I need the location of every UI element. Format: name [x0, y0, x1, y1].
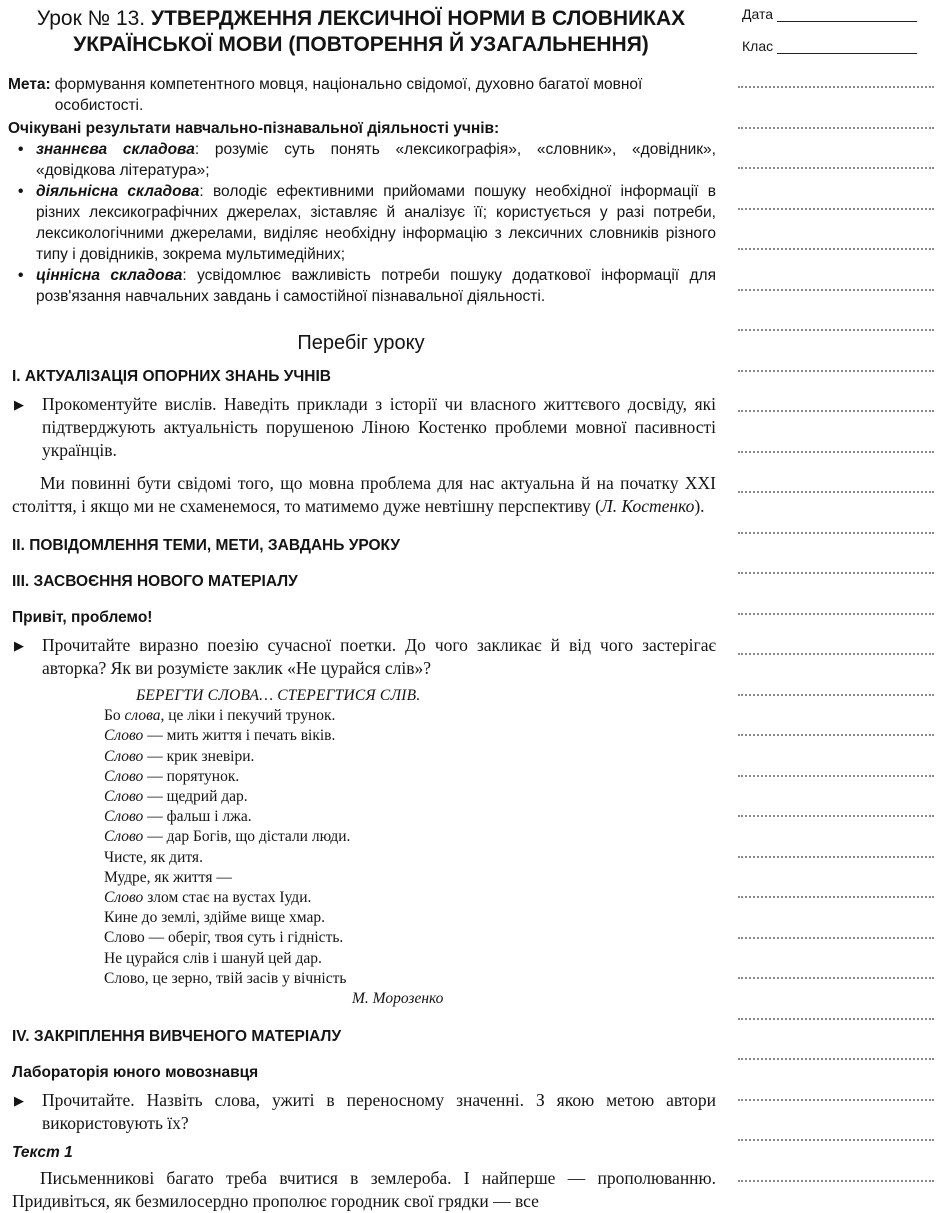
expected-results-list — [8, 139, 716, 307]
note-line — [738, 572, 934, 574]
note-line — [738, 248, 934, 250]
poem-line: Мудре, як життя — — [104, 868, 232, 886]
section-4-subheading: Лабораторія юного мовознавця — [12, 1064, 259, 1082]
note-line — [738, 1099, 934, 1101]
note-line — [738, 896, 934, 898]
class-line — [777, 39, 917, 54]
component-text: : усвідомлює важливість потреби пошуку додаткової інформації для розв'язання навчальних завдань і самостійної пізнавальної діяльності. — [36, 267, 716, 305]
poem-line: Слово — оберіг, твоя суть і гідність. — [104, 929, 344, 947]
class-label: Клас — [742, 38, 774, 54]
note-line — [738, 370, 934, 372]
poem-title: БЕРЕГТИ СЛОВА… СТЕРЕГТИСЯ СЛІВ. — [136, 687, 421, 704]
note-line — [738, 1018, 934, 1020]
bullet-icon: • — [18, 267, 24, 284]
note-line — [738, 977, 934, 979]
note-line — [738, 734, 934, 736]
task-text: Прочитайте. Назвіть слова, ужиті в переносному значенні. З якою метою автори використовують їх? — [42, 1090, 716, 1134]
task — [0, 634, 722, 680]
lesson-title-line1: УТВЕРДЖЕННЯ ЛЕКСИЧНОЇ НОРМИ В СЛОВНИКАХ — [151, 7, 686, 30]
note-line — [738, 856, 934, 858]
note-line — [738, 653, 934, 655]
class-field — [742, 38, 917, 54]
note-line — [738, 127, 934, 129]
poem-line: Слово — дар Богів, що дістали люди. — [104, 828, 351, 846]
note-line — [738, 694, 934, 696]
poem-line: Слово, це зерно, твій засів у вічність — [104, 969, 347, 987]
note-line — [738, 937, 934, 939]
triangle-right-icon: ▶ — [14, 398, 24, 413]
component-term: діяльнісна складова — [36, 183, 200, 200]
section-4-heading: IV. ЗАКРІПЛЕННЯ ВИВЧЕНОГО МАТЕРІАЛУ — [12, 1028, 342, 1046]
note-line — [738, 289, 934, 291]
poem-line: Кине до землі, здійме вище хмар. — [104, 909, 325, 927]
task — [0, 393, 722, 462]
task-text: Прочитайте виразно поезію сучасної поетки. До чого закликає й від чого застерігає авторка? Як ви розумієте заклик «Не цурайся слів»? — [42, 635, 716, 678]
quote-end: ). — [694, 496, 705, 516]
quote-text: Ми повинні бути свідомі того, що мовна проблема для нас актуальна й на початку XXI століття, і якщо ми не схаменемося, то матимемо дуже невтішну перспективу ( — [12, 473, 716, 516]
triangle-right-icon: ▶ — [14, 1094, 24, 1110]
section-1-heading: I. АКТУАЛІЗАЦІЯ ОПОРНИХ ЗНАНЬ УЧНІВ — [12, 368, 331, 385]
poem-line: Слово — крик зневіри. — [104, 747, 255, 765]
text-1-body: Письменникові багато треба вчитися в землероба. І найперше — прополюванню. Придивіться, як безмилосердно прополює городник свої грядки — все — [12, 1168, 716, 1212]
poem-line: Бо слова, це ліки і пекучий трунок. — [104, 707, 336, 725]
note-line — [738, 491, 934, 493]
poem-line: Чисте, як дитя. — [104, 848, 203, 866]
course-heading: Перебіг уроку — [297, 332, 425, 354]
note-line — [738, 775, 934, 777]
list-item — [18, 265, 716, 307]
poem-line: Слово — мить життя і печать віків. — [104, 727, 336, 745]
poem-author: М. Морозенко — [352, 990, 444, 1008]
component-text: : розуміє суть понять «лексикографія», «словник», «довідник», «довідкова література»; — [36, 141, 716, 179]
component-term: знаннєва складова — [36, 141, 195, 158]
note-line — [738, 613, 934, 615]
bullet-icon: • — [18, 183, 24, 200]
goal-line — [8, 74, 716, 116]
goal-text: формування компетентного мовця, національно свідомої, духовно багатої мовної особистості. — [54, 76, 643, 114]
section-2-heading: II. ПОВІДОМЛЕННЯ ТЕМИ, МЕТИ, ЗАВДАНЬ УРОКУ — [12, 537, 401, 554]
component-text: : володіє ефективними прийомами пошуку необхідної інформації в різних лексикографічних джерелах, зіставляє й аналізує її; користується у разі потреби, лексикологічними джерелами, виділяє необхідну інформацію з лексичних словників різного типу і довідників, зокрема мультимедійних; — [36, 183, 716, 263]
poem-line: Слово — фальш і лжа. — [104, 808, 252, 826]
poem-line: Не цурайся слів і шануй цей дар. — [104, 949, 322, 967]
list-item — [18, 139, 716, 181]
bullet-icon: • — [18, 141, 24, 158]
task — [0, 1089, 722, 1135]
note-line — [738, 1058, 934, 1060]
expected-results-heading: Очікувані результати навчально-пізнавальної діяльності учнів: — [8, 120, 500, 137]
component-term: ціннісна складова — [36, 267, 183, 284]
note-line — [738, 167, 934, 169]
poem-line: Слово злом стає на вустах Іуди. — [104, 889, 312, 907]
poem — [0, 686, 722, 1009]
poem-line: Слово — щедрий дар. — [104, 788, 248, 806]
quote-author: Л. Костенко — [600, 496, 695, 516]
section-3-heading: III. ЗАСВОЄННЯ НОВОГО МАТЕРІАЛУ — [12, 573, 298, 590]
lesson-title-line2: УКРАЇНСЬКОЇ МОВИ (ПОВТОРЕННЯ Й УЗАГАЛЬНЕННЯ) — [73, 33, 649, 56]
triangle-right-icon: ▶ — [14, 639, 24, 654]
note-line — [738, 815, 934, 817]
notes-margin — [738, 0, 939, 1200]
note-line — [738, 451, 934, 453]
note-line — [738, 208, 934, 210]
date-label: Дата — [742, 6, 774, 22]
lesson-number: Урок № 13. — [36, 7, 146, 30]
kostenko-quote — [0, 472, 722, 518]
goal-label: Мета: — [8, 76, 51, 93]
note-line — [738, 410, 934, 412]
lesson-title — [0, 6, 722, 58]
list-item — [18, 181, 716, 265]
text-1-label: Текст 1 — [12, 1144, 73, 1162]
note-line — [738, 329, 934, 331]
section-3-subheading: Привіт, проблемо! — [12, 609, 153, 626]
note-line — [738, 1139, 934, 1141]
note-line — [738, 86, 934, 88]
goals-block — [0, 74, 722, 307]
note-line — [738, 1180, 934, 1182]
date-line — [777, 7, 917, 22]
note-line — [738, 532, 934, 534]
date-field — [742, 6, 917, 22]
task-text: Прокоментуйте вислів. Наведіть приклади з історії чи власного життєвого досвіду, які підтверджують актуальність порушеною Ліною Костенко проблеми мовної пасивності українців. — [42, 394, 716, 460]
poem-line: Слово — порятунок. — [104, 767, 240, 785]
